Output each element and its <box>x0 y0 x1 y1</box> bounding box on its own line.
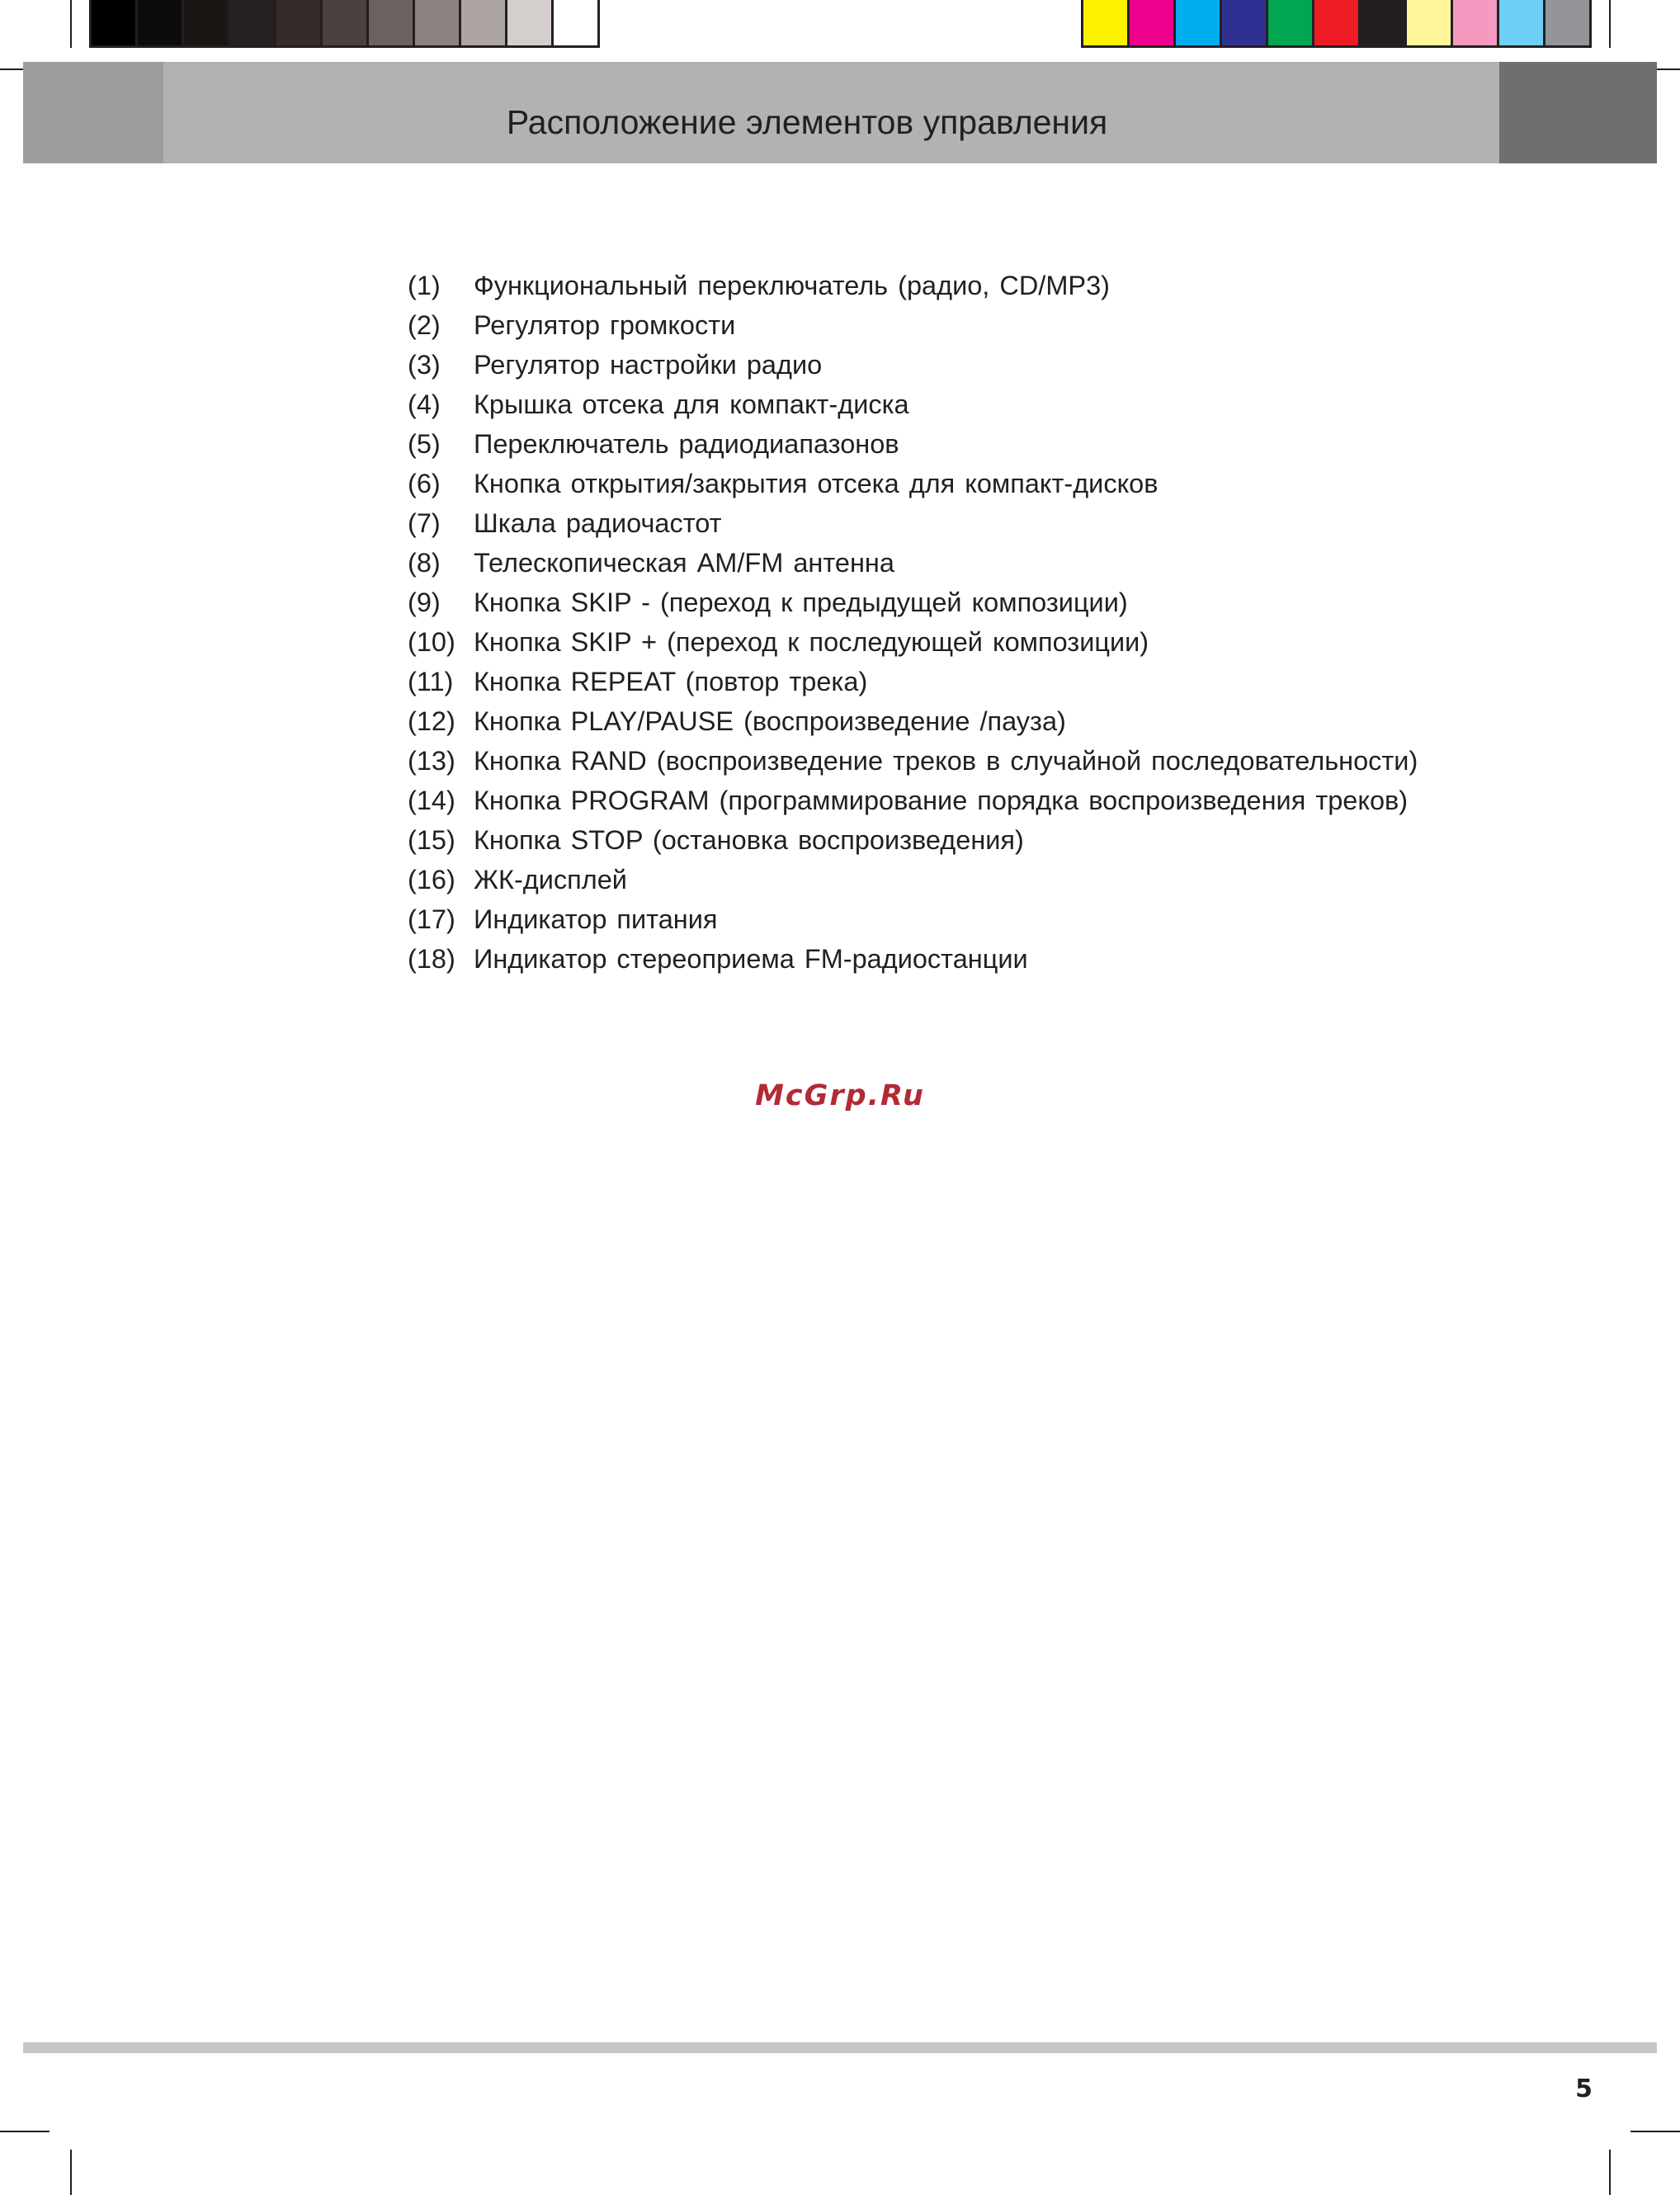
item-number: (9) <box>408 588 441 617</box>
crop-mark <box>0 2131 50 2132</box>
item-text: Функциональный переключатель (радио, CD/MP3) <box>474 271 1110 300</box>
crop-mark <box>1609 2150 1611 2195</box>
crop-mark <box>70 0 72 48</box>
list-item <box>408 701 1418 741</box>
gray-swatch <box>461 0 507 45</box>
color-swatch <box>1453 0 1499 45</box>
item-text: Телескопическая AM/FM антенна <box>474 548 894 578</box>
header <box>23 62 1657 163</box>
gray-swatch <box>92 0 138 45</box>
item-text: Кнопка открытия/закрытия отсека для компакт-дисков <box>474 469 1159 498</box>
list-item <box>408 464 1418 503</box>
item-number: (18) <box>408 944 455 974</box>
list-item <box>408 899 1418 939</box>
item-number: (13) <box>408 746 455 776</box>
item-number: (12) <box>408 706 455 736</box>
item-text: Кнопка REPEAT (повтор трека) <box>474 667 868 696</box>
list-item <box>408 781 1418 820</box>
list-item <box>408 860 1418 899</box>
item-number: (5) <box>408 429 441 459</box>
item-number: (1) <box>408 271 441 300</box>
color-swatch <box>1130 0 1176 45</box>
list-item <box>408 741 1418 781</box>
gray-swatch <box>230 0 276 45</box>
item-text: Кнопка RAND (воспроизведение треков в случайной последовательности) <box>474 746 1418 776</box>
gray-swatch <box>507 0 554 45</box>
list-item <box>408 305 1418 345</box>
item-text: Индикатор питания <box>474 904 718 934</box>
item-number: (6) <box>408 469 441 498</box>
item-text: Кнопка PROGRAM (программирование порядка воспроизведения треков) <box>474 786 1409 815</box>
color-swatch <box>1407 0 1453 45</box>
item-text: Переключатель радиодиапазонов <box>474 429 899 459</box>
item-number: (16) <box>408 865 455 895</box>
item-text: ЖК-дисплей <box>474 865 627 895</box>
gray-swatch <box>415 0 461 45</box>
item-number: (8) <box>408 548 441 578</box>
item-text: Кнопка PLAY/PAUSE (воспроизведение /пауза) <box>474 706 1066 736</box>
page-title: Расположение элементов управления <box>506 103 1108 141</box>
page-number: 5 <box>1575 2075 1593 2103</box>
list-item <box>408 583 1418 622</box>
item-text: Кнопка STOP (остановка воспроизведения) <box>474 825 1024 855</box>
crop-mark <box>1630 2131 1680 2132</box>
item-text: Регулятор настройки радио <box>474 350 823 380</box>
item-number: (4) <box>408 389 441 419</box>
item-text: Кнопка SKIP - (переход к предыдущей композиции) <box>474 588 1128 617</box>
gray-swatch <box>184 0 230 45</box>
color-swatch <box>1314 0 1361 45</box>
color-swatch <box>1268 0 1314 45</box>
watermark: McGrp.Ru <box>755 1079 925 1112</box>
list-item <box>408 385 1418 424</box>
gray-swatch <box>554 0 597 45</box>
gray-swatch <box>369 0 415 45</box>
list-item <box>408 503 1418 543</box>
crop-mark <box>1609 0 1611 48</box>
list-item <box>408 543 1418 583</box>
item-text: Регулятор громкости <box>474 310 736 340</box>
item-text: Крышка отсека для компакт-диска <box>474 389 909 419</box>
item-number: (10) <box>408 627 455 657</box>
controls-list <box>408 266 1418 979</box>
color-swatch <box>1499 0 1546 45</box>
list-item <box>408 424 1418 464</box>
list-item <box>408 662 1418 701</box>
color-swatch <box>1083 0 1130 45</box>
color-swatch <box>1222 0 1268 45</box>
item-number: (15) <box>408 825 455 855</box>
item-number: (17) <box>408 904 455 934</box>
item-text: Индикатор стереоприема FM-радиостанции <box>474 944 1028 974</box>
item-number: (7) <box>408 508 441 538</box>
grayscale-color-bar <box>89 0 600 48</box>
item-text: Кнопка SKIP + (переход к последующей композиции) <box>474 627 1149 657</box>
color-swatch <box>1546 0 1589 45</box>
footer-rule <box>23 2042 1657 2053</box>
list-item <box>408 622 1418 662</box>
crop-mark <box>70 2150 72 2195</box>
item-number: (14) <box>408 786 455 815</box>
item-number: (11) <box>408 667 454 696</box>
list-item <box>408 820 1418 860</box>
item-number: (2) <box>408 310 441 340</box>
process-color-bar <box>1081 0 1592 48</box>
gray-swatch <box>323 0 369 45</box>
color-swatch <box>1361 0 1407 45</box>
list-item <box>408 345 1418 385</box>
list-item <box>408 939 1418 979</box>
item-number: (3) <box>408 350 441 380</box>
gray-swatch <box>276 0 323 45</box>
gray-swatch <box>138 0 184 45</box>
list-item <box>408 266 1418 305</box>
color-swatch <box>1176 0 1222 45</box>
item-text: Шкала радиочастот <box>474 508 722 538</box>
